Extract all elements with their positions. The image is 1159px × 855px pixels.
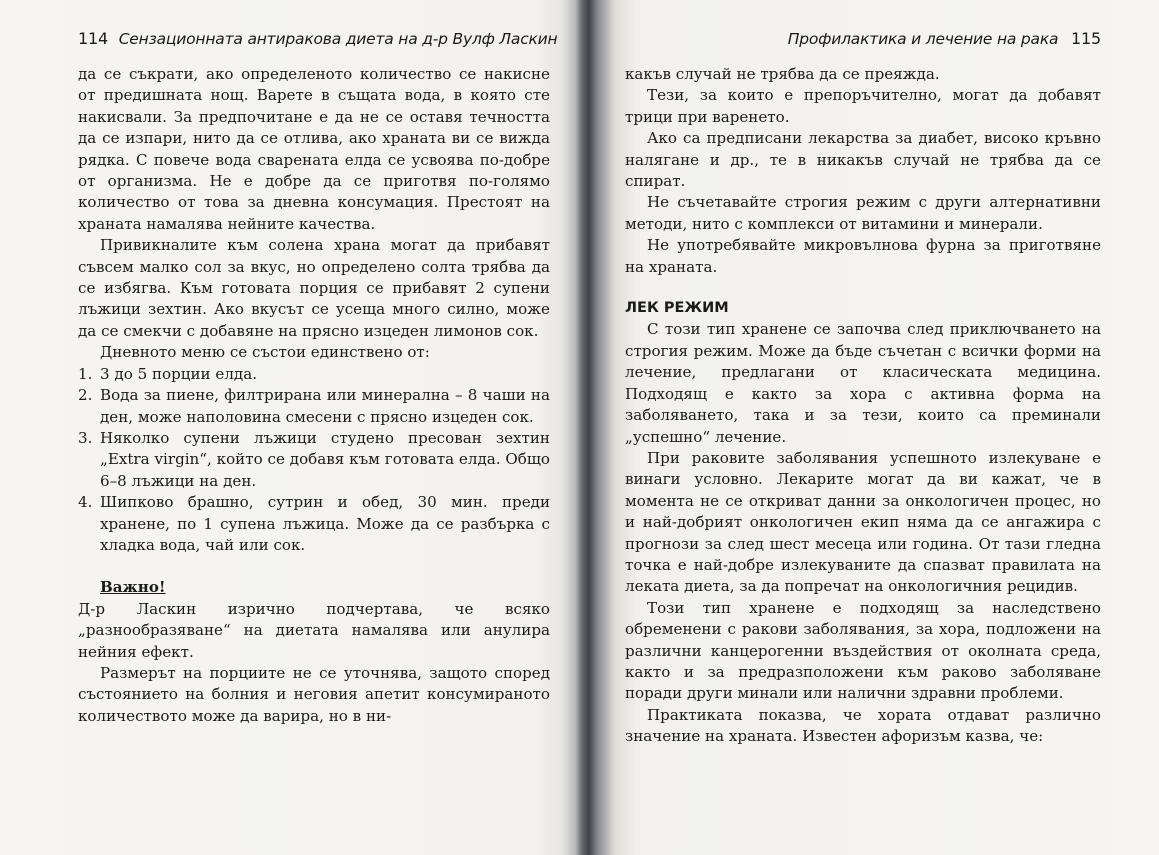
paragraph: Не употребявайте микровълнова фурна за приготвяне на храната. xyxy=(625,236,1101,276)
list-item xyxy=(78,428,550,492)
left-page xyxy=(78,0,558,855)
list-item-number: 3. xyxy=(78,428,93,447)
right-body-text xyxy=(625,64,1101,748)
paragraph: да се съкрати, ако определеното количество се накисне от предишната нощ. Варете в същата вода, в която сте накисвали. За предпочитане е да не се оставя течността да се изпари, нито да се отлива, ако храната ви се вижда рядка. С повече вода сварената елда се усвоява по-добре от организма. Не е добре да се приготвя по-голямо количество от това за дневна консумация. Престоят на храната намалява нейните качества. xyxy=(78,65,550,233)
left-running-title: Сензационната антиракова диета на д-р Вулф Ласкин xyxy=(118,30,558,48)
right-running-title: Профилактика и лечение на рака xyxy=(787,30,1059,48)
paragraph: Дневното меню се състои единствено от: xyxy=(100,343,430,362)
list-item-number: 2. xyxy=(78,386,93,405)
paragraph: При раковите заболявания успешното излекуване е винаги условно. Лекарите могат да ви кажат, че в момента не се откриват данни за онкологичен процес, но и най-добрият онкологичен екип няма да се ангажира с прогнози за след шест месеца или година. От тази гледна точка е най-добре излекуваните да спазват правилата на леката диета, за да попречат на онкологичния рецидив. xyxy=(625,448,1101,596)
paragraph: какъв случай не трябва да се преяжда. xyxy=(625,65,940,83)
left-running-head xyxy=(78,29,558,48)
paragraph: Размерът на порциите не се уточнява, защото според състоянието на болния и неговия апетит консумираното количеството може да варира, но в ни- xyxy=(78,663,550,725)
paragraph: С този тип хранене се започва след приключването на строгия режим. Може да бъде съчетан с всички форми на лечение, предлагани от класическата медицина. Подходящ е както за хора с активна форма на заболяването, така и за тези, които са преминали „успешно“ лечение. xyxy=(625,320,1101,446)
paragraph: Не съчетавайте строгия режим с други алтернативни методи, нито с комплекси от витамини и минерали. xyxy=(625,193,1101,233)
daily-menu-list xyxy=(78,364,550,557)
paragraph: Тези, за които е препоръчително, могат да добавят трици при варенето. xyxy=(625,86,1101,126)
right-page xyxy=(625,0,1101,855)
left-page-number: 114 xyxy=(78,29,108,48)
section-heading: ЛЕК РЕЖИМ xyxy=(625,300,729,317)
right-page-number: 115 xyxy=(1071,29,1101,48)
list-item-text: Вода за пиене, филтрирана или минерална – 8 чаши на ден, може наполовина смесени с прясно изцеден сок. xyxy=(100,386,550,426)
paragraph: Практиката показва, че хората отдават различно значение на храната. Известен афоризъм казва, че: xyxy=(625,705,1101,746)
list-item-text: 3 до 5 порции елда. xyxy=(100,364,258,383)
list-item xyxy=(78,492,550,556)
list-item-text: Шипково брашно, сутрин и обед, 30 мин. преди хранене, по 1 супена лъжица. Може да се разбърка с хладка вода, чай или сок. xyxy=(100,493,550,554)
left-body-text xyxy=(78,64,550,727)
paragraph: Привикналите към солена храна могат да прибавят съвсем малко сол за вкус, но определено солта трябва да се избягва. Към готовата порция се прибавят 2 супени лъжици зехтин. Ако вкусът се усеща много силно, може да се смекчи с добавяне на прясно изцеден лимонов сок. xyxy=(78,236,550,340)
right-running-head xyxy=(625,29,1101,48)
paragraph: Този тип хранене е подходящ за наследствено обременени с ракови заболявания, за хора, подложени на различни канцерогенни въздействия от околната среда, както и за предразположени към раково заболяване поради други минали или налични здравни проблеми. xyxy=(625,598,1101,703)
paragraph: Ако са предписани лекарства за диабет, високо кръвно налягане и др., те в никакъв случай не трябва да се спират. xyxy=(625,129,1101,191)
list-item xyxy=(78,364,550,385)
list-item xyxy=(78,385,550,428)
list-item-number: 1. xyxy=(78,364,93,383)
list-item-number: 4. xyxy=(78,493,93,512)
list-item-text: Няколко супени лъжици студено пресован зехтин „Extra virgin“, който се добавя към готовата елда. Общо 6–8 лъжици на ден. xyxy=(100,428,550,490)
important-label: Важно! xyxy=(100,578,166,597)
paragraph: Д-р Ласкин изрично подчертава, че всяко „разнообразяване“ на диетата намалява или анулира нейния ефект. xyxy=(78,599,550,661)
